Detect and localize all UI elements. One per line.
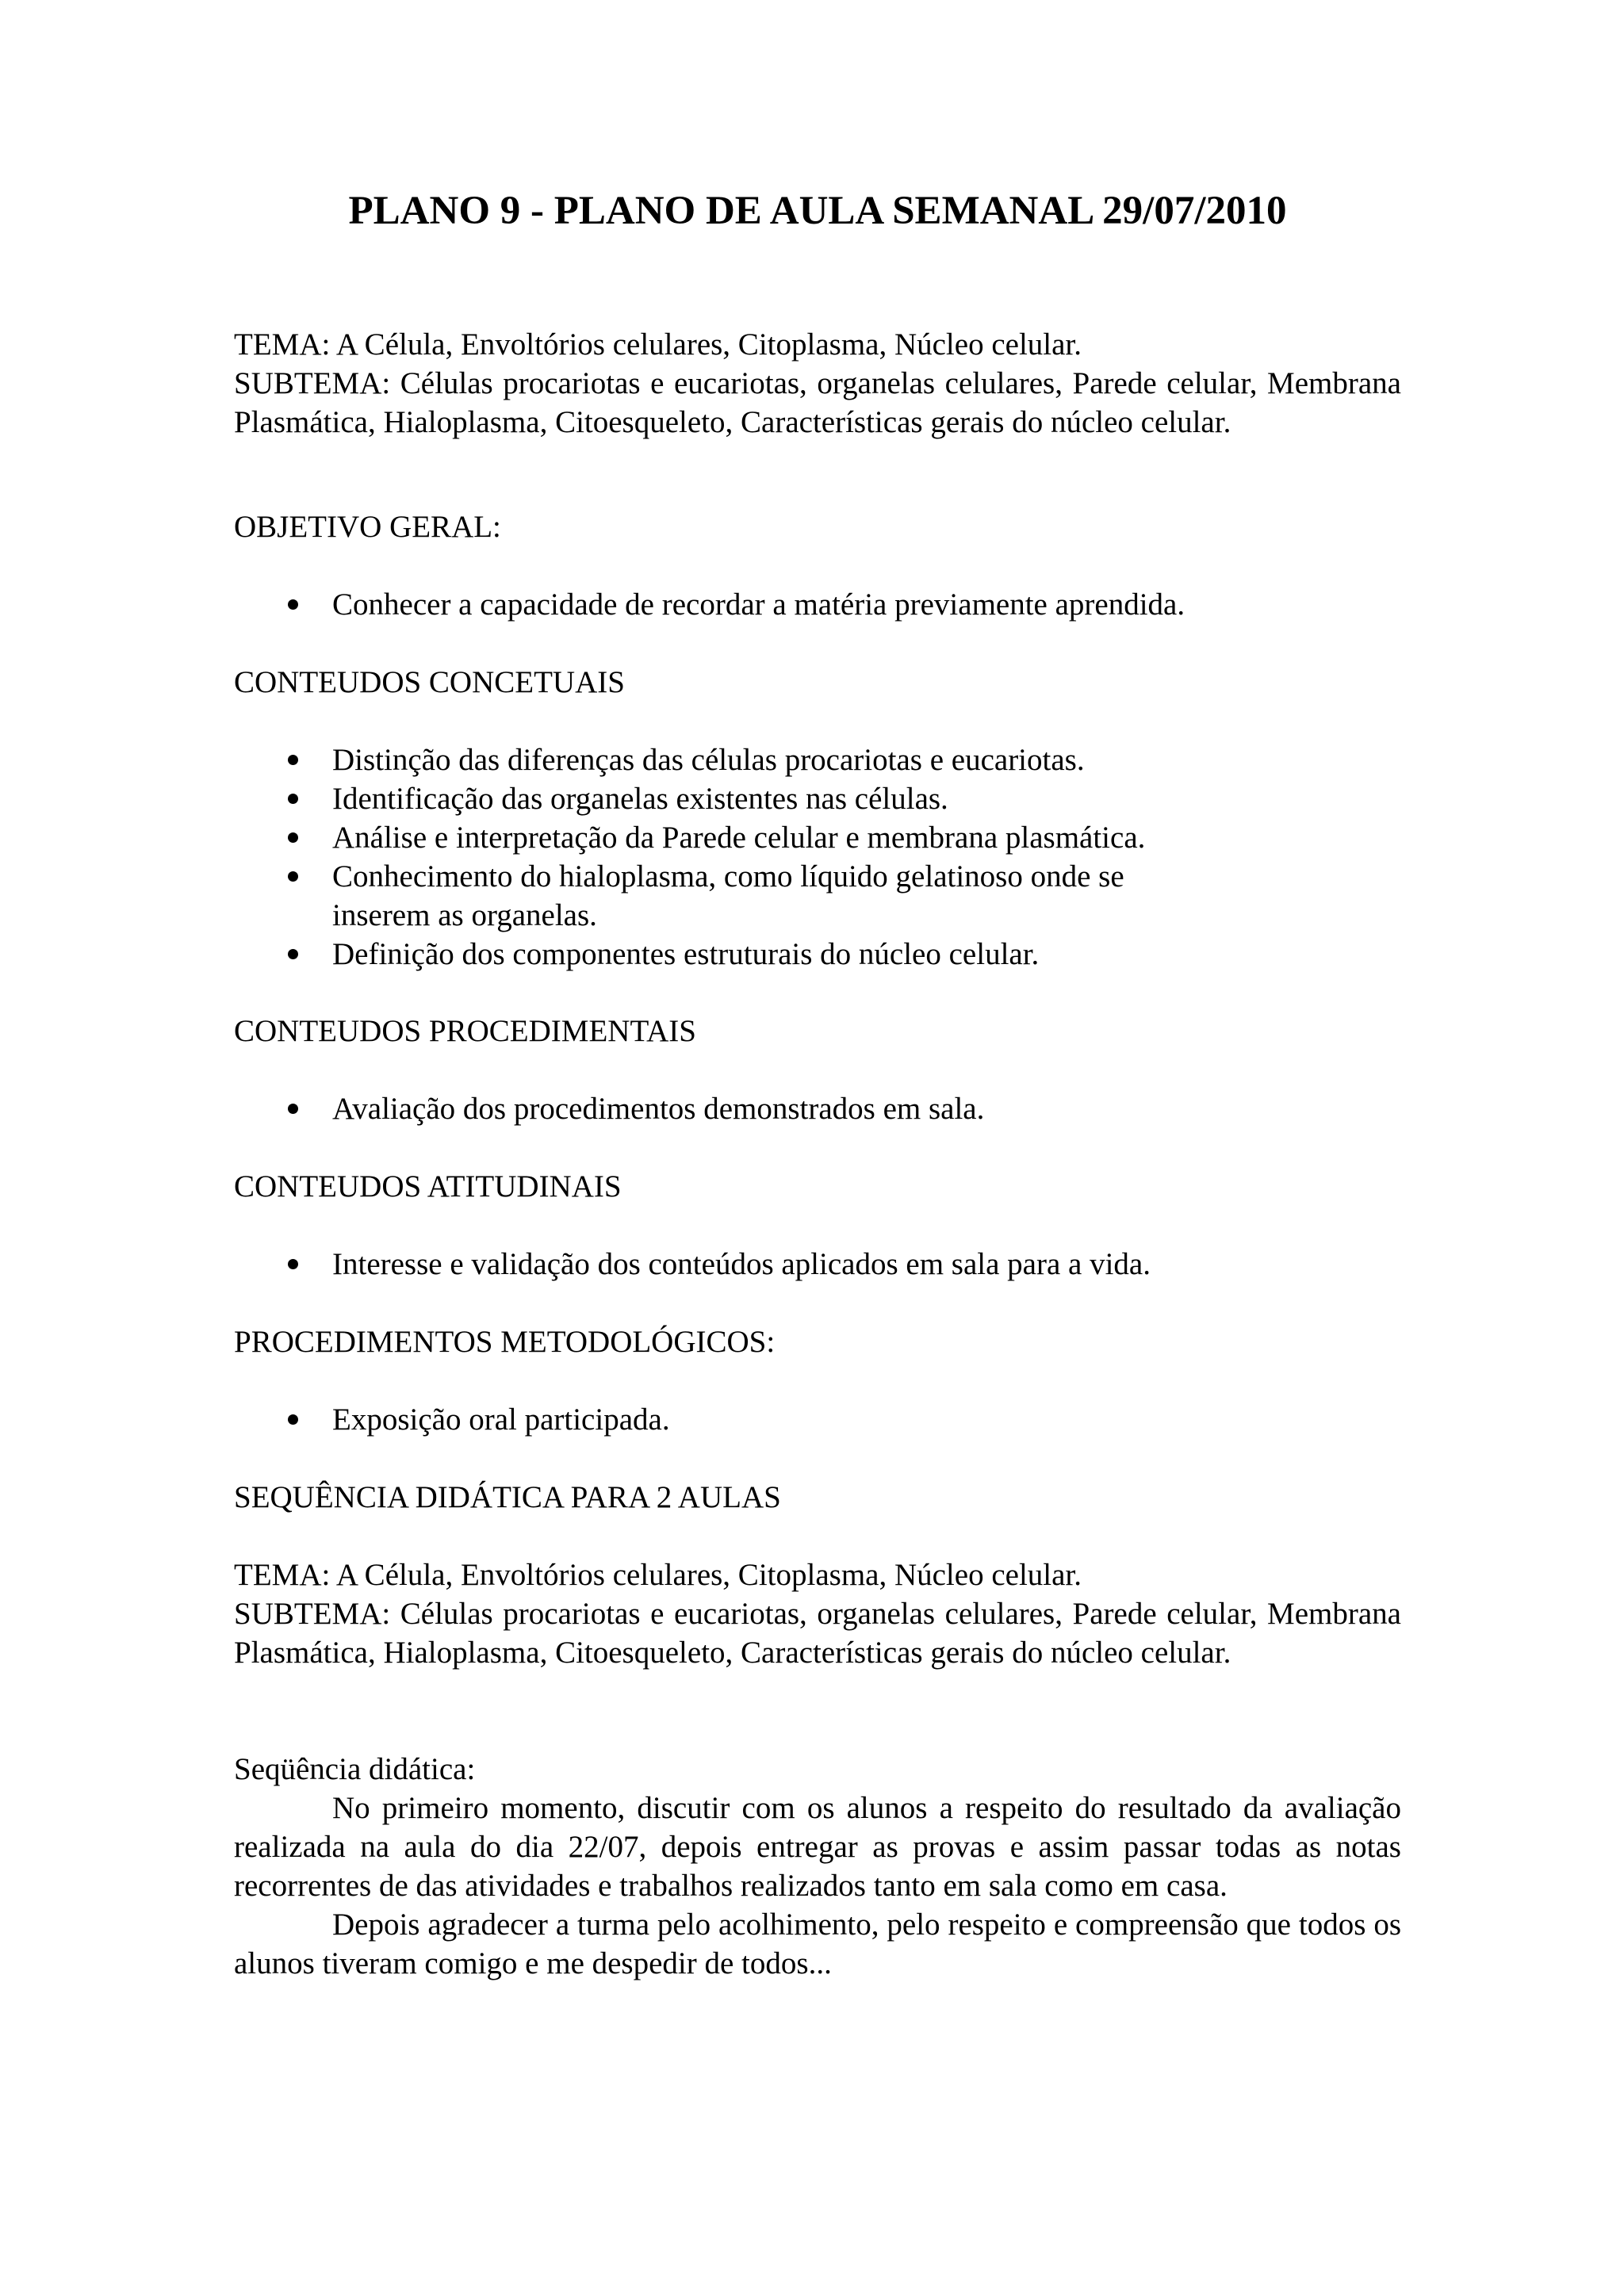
sequencia-heading: SEQUÊNCIA DIDÁTICA PARA 2 AULAS (234, 1480, 781, 1514)
tema-section (234, 325, 1401, 442)
tema-text: TEMA: A Célula, Envoltórios celulares, Citoplasma, Núcleo celular. (234, 327, 1082, 362)
procedimentos-metodologicos-heading: PROCEDIMENTOS METODOLÓGICOS: (234, 1325, 776, 1359)
paragraph-1: No primeiro momento, discutir com os alunos a respeito do resultado da avaliação realizada na aula do dia 22/07, depois entregar as provas e assim passar todas as notas recorrentes de das atividades e trabalhos realizados tanto em sala como em casa. (234, 1791, 1401, 1903)
bullet-icon (288, 832, 298, 843)
list-item: Avaliação dos procedimentos demonstrados em sala. (234, 1089, 1401, 1128)
subtema2-text: SUBTEMA: Células procariotas e eucariotas, organelas celulares, Parede celular, Membrana Plasmática, Hialoplasma, Citoesqueleto, Características gerais do núcleo celular. (234, 1597, 1401, 1670)
objetivo-geral-heading: OBJETIVO GERAL: (234, 510, 501, 544)
bullet-icon (288, 1104, 298, 1114)
list-item: Distinção das diferenças das células procariotas e eucariotas. (234, 740, 1401, 779)
bullet-icon (288, 1414, 298, 1425)
subtema-text: SUBTEMA: Células procariotas e eucariotas, organelas celulares, Parede celular, Membrana Plasmática, Hialoplasma, Citoesqueleto, Características gerais do núcleo celular. (234, 366, 1401, 439)
objetivo-geral-section (234, 507, 1401, 546)
conteudos-procedimentais-list (234, 1089, 1401, 1128)
procedimentos-metodologicos-section (234, 1322, 1401, 1361)
list-item: Exposição oral participada. (234, 1400, 1401, 1439)
list-item: Definição dos componentes estruturais do núcleo celular. (234, 935, 1401, 974)
paragraph-2: Depois agradecer a turma pelo acolhimento, pelo respeito e compreensão que todos os alunos tiveram comigo e me despedir de todos... (234, 1908, 1401, 1980)
procedimentos-metodologicos-list (234, 1400, 1401, 1439)
sequencia-section (234, 1478, 1401, 1517)
tema2-section (234, 1556, 1401, 1672)
objetivo-geral-list (234, 585, 1401, 624)
conteudos-concetuais-heading: CONTEUDOS CONCETUAIS (234, 665, 625, 699)
list-item: Análise e interpretação da Parede celular e membrana plasmática. (234, 818, 1401, 857)
list-item: Conhecimento do hialoplasma, como líquido gelatinoso onde se inserem as organelas. (234, 857, 1401, 935)
list-item: Conhecer a capacidade de recordar a matéria previamente aprendida. (234, 585, 1401, 624)
bullet-icon (288, 871, 298, 882)
list-item: Interesse e validação dos conteúdos aplicados em sala para a vida. (234, 1245, 1401, 1284)
conteudos-procedimentais-heading: CONTEUDOS PROCEDIMENTAIS (234, 1014, 696, 1048)
bullet-icon (288, 794, 298, 804)
bullet-icon (288, 1259, 298, 1269)
conteudos-atitudinais-list (234, 1245, 1401, 1284)
conteudos-procedimentais-section (234, 1012, 1401, 1050)
sequencia-label: Seqüência didática: (234, 1752, 476, 1786)
conteudos-atitudinais-heading: CONTEUDOS ATITUDINAIS (234, 1169, 622, 1203)
bullet-icon (288, 599, 298, 610)
bullet-icon (288, 755, 298, 765)
sequencia-didatica-section (234, 1750, 1401, 1983)
bullet-icon (288, 949, 298, 959)
conteudos-concetuais-section (234, 663, 1401, 702)
conteudos-concetuais-list (234, 740, 1401, 974)
document-title: PLANO 9 - PLANO DE AULA SEMANAL 29/07/2010 (348, 189, 1287, 233)
list-item: Identificação das organelas existentes nas células. (234, 779, 1401, 818)
conteudos-atitudinais-section (234, 1167, 1401, 1206)
tema2-text: TEMA: A Célula, Envoltórios celulares, Citoplasma, Núcleo celular. (234, 1558, 1082, 1592)
